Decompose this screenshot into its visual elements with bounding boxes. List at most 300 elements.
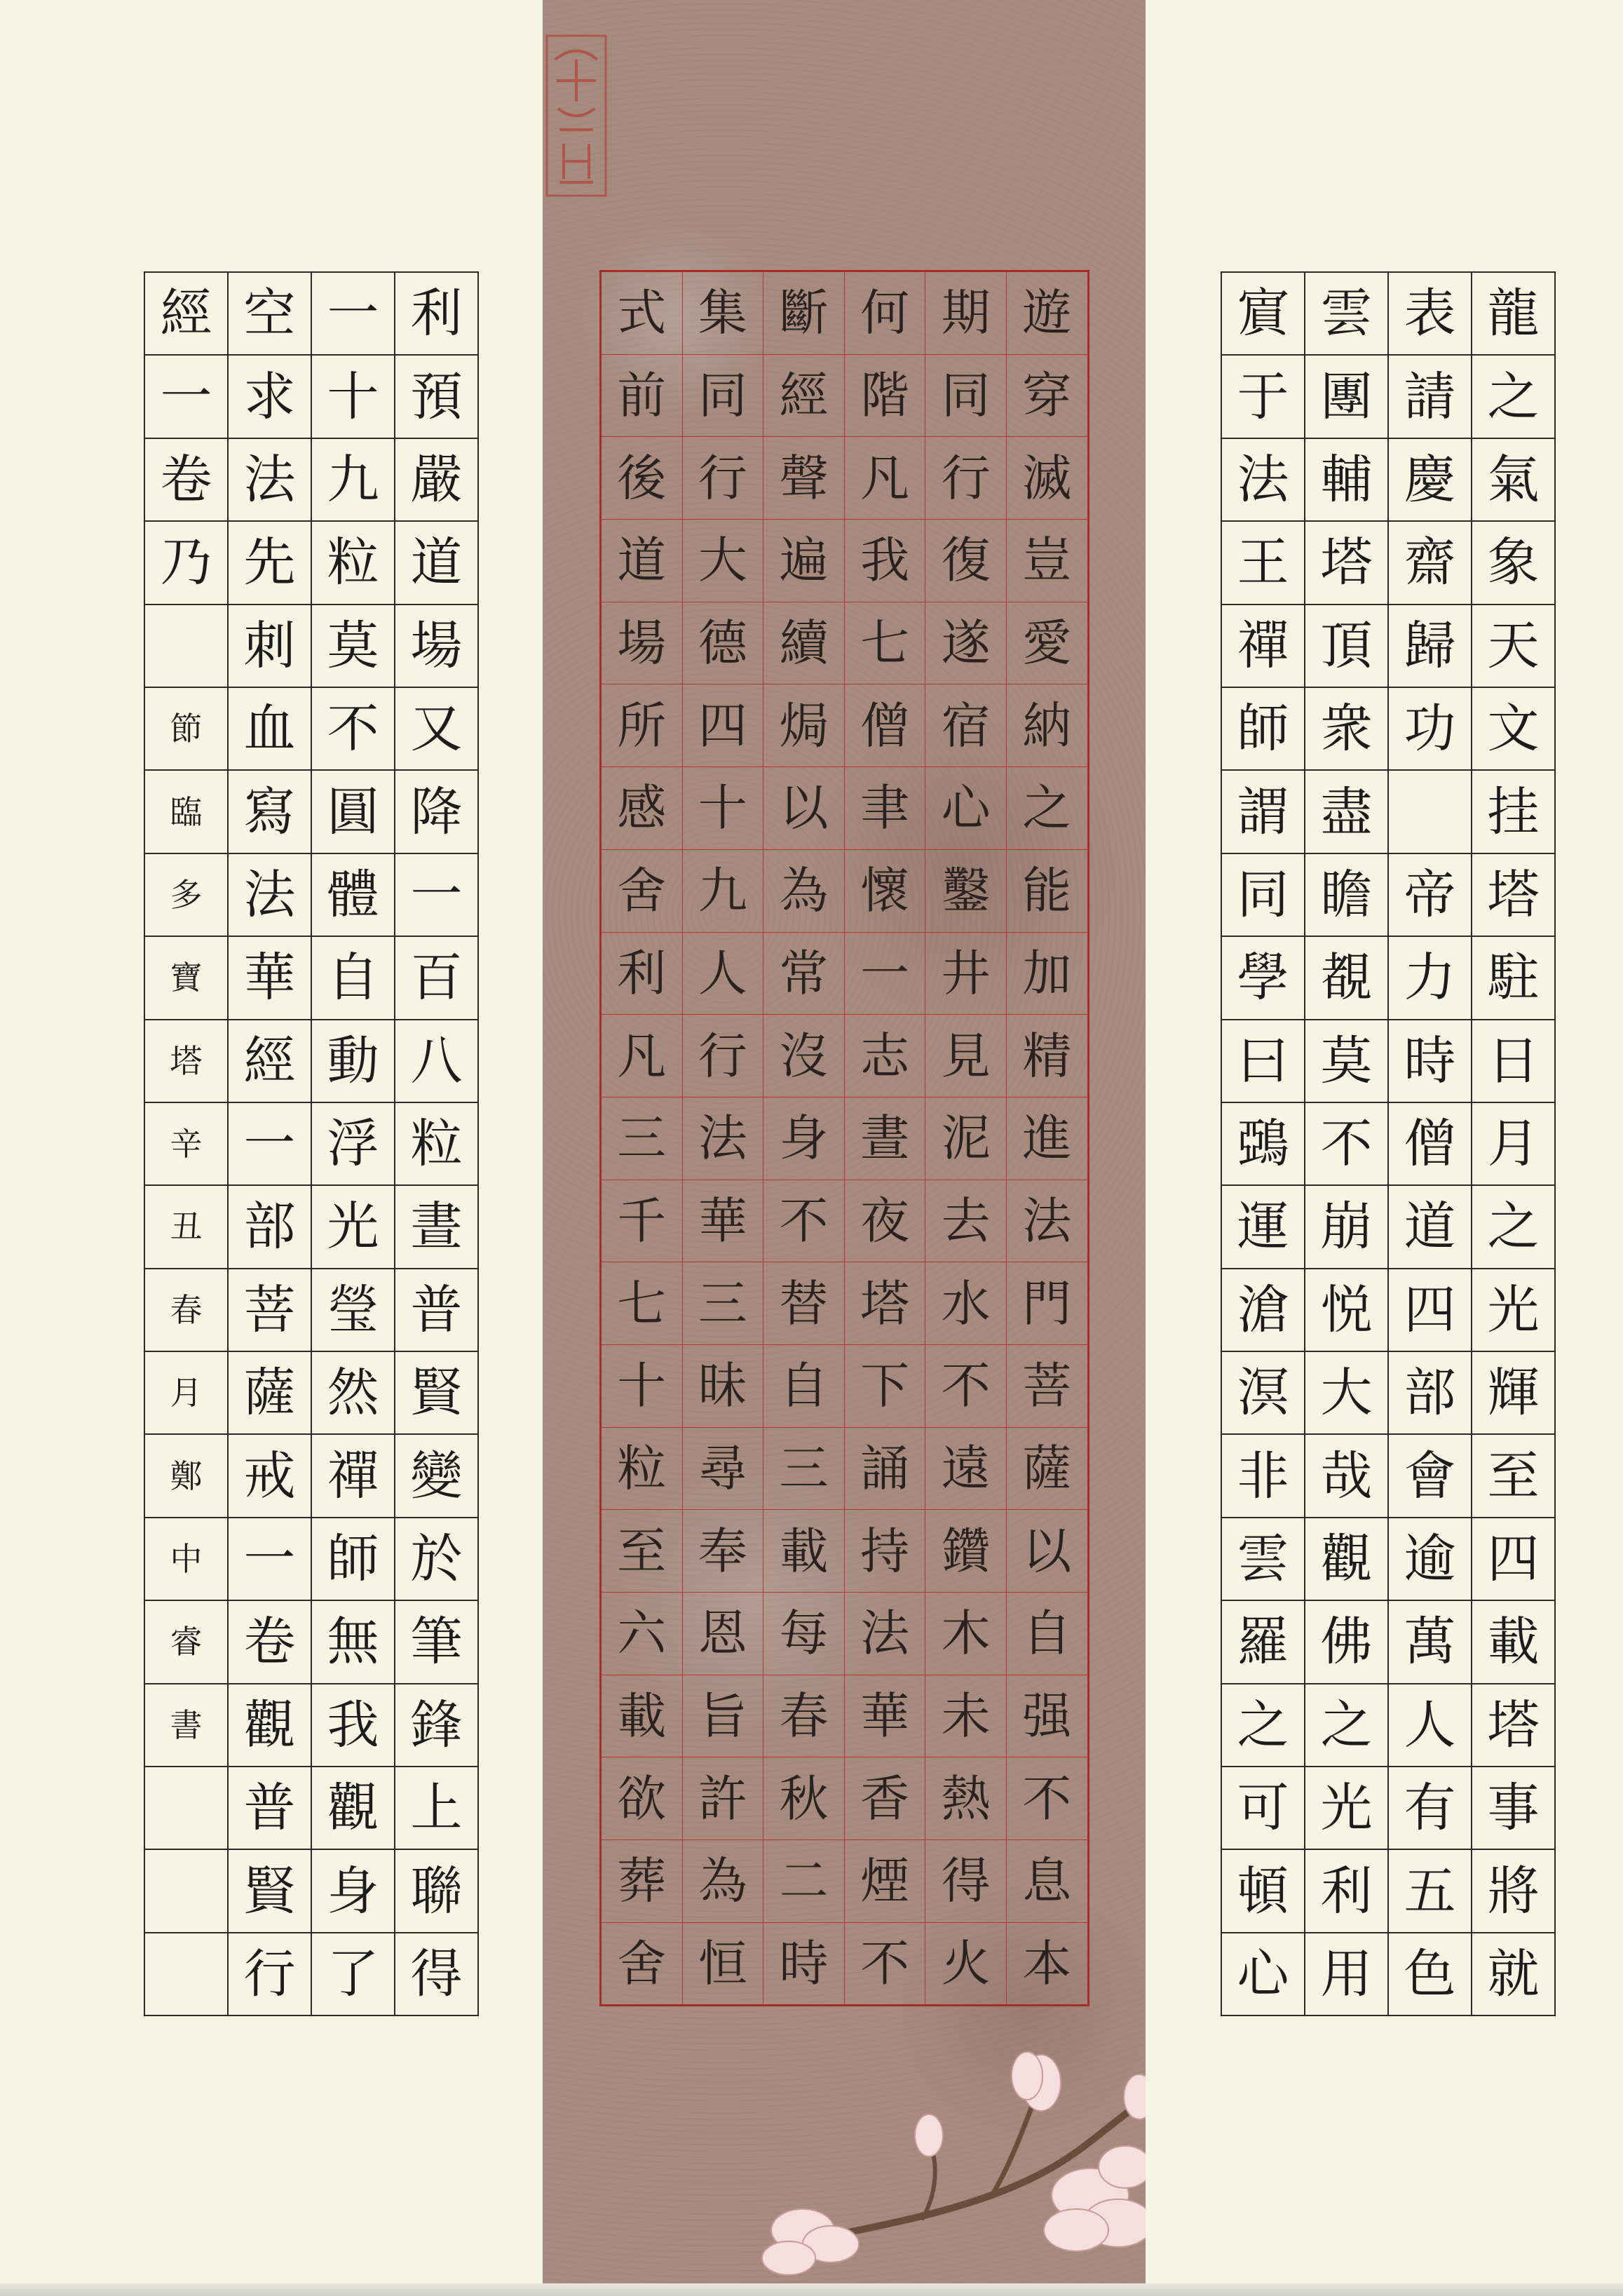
character-cell: 為 <box>763 849 845 932</box>
grid-row <box>144 936 478 1019</box>
character-cell: 載 <box>601 1675 683 1757</box>
character-cell: 鵶 <box>1221 1102 1305 1185</box>
character-cell: 至 <box>601 1510 683 1593</box>
character-cell: 王 <box>1221 521 1305 604</box>
character-cell: 式 <box>601 271 683 355</box>
character-cell: 菩 <box>228 1269 311 1351</box>
character-cell: 德 <box>682 602 763 684</box>
character-cell: 自 <box>1006 1593 1088 1675</box>
character-cell: 道 <box>601 520 683 602</box>
character-cell: 一 <box>311 272 395 355</box>
character-cell: 薩 <box>228 1351 311 1434</box>
character-cell: 志 <box>844 1015 925 1098</box>
character-cell: 大 <box>1305 1351 1388 1434</box>
character-cell: 月 <box>1472 1102 1555 1185</box>
character-cell: 舍 <box>601 849 683 932</box>
grid-row <box>1221 1434 1555 1517</box>
character-cell: 慶 <box>1388 438 1472 521</box>
character-cell: 羅 <box>1221 1600 1305 1683</box>
seal-stamp <box>543 32 610 200</box>
character-cell: 秋 <box>763 1757 845 1840</box>
character-cell: 經 <box>228 1020 311 1102</box>
grid-row <box>601 437 1089 520</box>
character-cell: 階 <box>844 354 925 437</box>
grid-row <box>1221 1600 1555 1683</box>
character-cell: 恒 <box>682 1922 763 2006</box>
character-cell: 息 <box>1006 1840 1088 1923</box>
character-cell: 後 <box>601 437 683 520</box>
character-cell: 一 <box>395 853 478 936</box>
grid-row <box>144 1434 478 1517</box>
character-cell: 七 <box>601 1262 683 1345</box>
character-cell: 光 <box>1472 1269 1555 1351</box>
character-cell: 不 <box>1006 1757 1088 1840</box>
grid-row <box>144 1518 478 1600</box>
character-cell: 力 <box>1388 936 1472 1019</box>
grid-row <box>144 605 478 687</box>
character-cell: 之 <box>1472 1185 1555 1268</box>
grid-row <box>144 853 478 936</box>
character-cell: 凡 <box>601 1015 683 1098</box>
character-cell: 不 <box>925 1344 1007 1427</box>
character-cell: 可 <box>1221 1767 1305 1849</box>
character-cell: 同 <box>1221 853 1305 936</box>
character-cell: 時 <box>763 1922 845 2006</box>
grid-row <box>601 1427 1089 1510</box>
character-cell: 聯 <box>395 1849 478 1932</box>
character-cell: 千 <box>601 1180 683 1262</box>
character-cell: 雲 <box>1221 1518 1305 1600</box>
character-cell: 利 <box>601 932 683 1015</box>
character-cell: 道 <box>1388 1185 1472 1268</box>
character-cell: 期 <box>925 271 1007 355</box>
character-cell: 三 <box>763 1427 845 1510</box>
character-cell: 塔 <box>1305 521 1388 604</box>
grid-row <box>601 1015 1089 1098</box>
character-cell: 血 <box>228 687 311 770</box>
character-cell: 禪 <box>311 1434 395 1517</box>
character-cell: 上 <box>395 1767 478 1849</box>
grid-row <box>601 354 1089 437</box>
character-cell: 凡 <box>844 437 925 520</box>
character-cell: 學 <box>1221 936 1305 1019</box>
character-cell: 一 <box>228 1518 311 1600</box>
character-cell: 熱 <box>925 1757 1007 1840</box>
grid-row <box>144 355 478 438</box>
grid-row <box>1221 1351 1555 1434</box>
character-cell: 十 <box>311 355 395 438</box>
grid-row <box>144 1767 478 1849</box>
grid-row <box>144 1933 478 2015</box>
character-cell: 旨 <box>682 1675 763 1757</box>
character-cell: 九 <box>682 849 763 932</box>
character-cell: 賔 <box>1221 272 1305 355</box>
character-cell: 聲 <box>763 437 845 520</box>
grid-row <box>601 1593 1089 1675</box>
character-cell: 鑿 <box>925 849 1007 932</box>
character-cell: 圓 <box>311 770 395 853</box>
character-cell: 同 <box>682 354 763 437</box>
character-cell: 團 <box>1305 355 1388 438</box>
character-cell: 我 <box>311 1684 395 1767</box>
character-cell <box>144 1933 228 2015</box>
character-cell: 師 <box>311 1518 395 1600</box>
character-cell <box>1388 770 1472 853</box>
center-calligraphy-grid <box>599 270 1089 2006</box>
character-cell: 三 <box>682 1262 763 1345</box>
character-cell: 觀 <box>311 1767 395 1849</box>
character-cell: 部 <box>228 1185 311 1268</box>
grid-row <box>1221 1102 1555 1185</box>
character-cell: 華 <box>682 1180 763 1262</box>
character-cell: 卷 <box>144 438 228 521</box>
character-cell: 一 <box>228 1102 311 1185</box>
character-cell: 于 <box>1221 355 1305 438</box>
character-cell: 戒 <box>228 1434 311 1517</box>
grid-row <box>1221 1684 1555 1767</box>
character-cell: 師 <box>1221 687 1305 770</box>
grid-row <box>601 520 1089 602</box>
character-cell: 瞻 <box>1305 853 1388 936</box>
character-cell: 感 <box>601 767 683 850</box>
character-cell: 衆 <box>1305 687 1388 770</box>
character-cell: 香 <box>844 1757 925 1840</box>
character-cell: 場 <box>395 605 478 687</box>
character-cell: 丑 <box>144 1185 228 1268</box>
character-cell: 先 <box>228 521 311 604</box>
character-cell: 求 <box>228 355 311 438</box>
character-cell: 集 <box>682 271 763 355</box>
character-cell: 遍 <box>763 520 845 602</box>
character-cell: 欲 <box>601 1757 683 1840</box>
character-cell: 變 <box>395 1434 478 1517</box>
character-cell: 不 <box>844 1922 925 2006</box>
character-cell: 水 <box>925 1262 1007 1345</box>
character-cell: 所 <box>601 684 683 767</box>
character-cell: 聿 <box>844 767 925 850</box>
grid-row <box>601 1922 1089 2006</box>
character-cell: 舍 <box>601 1922 683 2006</box>
character-cell: 表 <box>1388 272 1472 355</box>
grid-row <box>1221 853 1555 936</box>
character-cell: 浮 <box>311 1102 395 1185</box>
grid-row <box>1221 1269 1555 1351</box>
character-cell: 駐 <box>1472 936 1555 1019</box>
character-cell: 煙 <box>844 1840 925 1923</box>
character-cell: 預 <box>395 355 478 438</box>
character-cell: 粒 <box>395 1102 478 1185</box>
character-cell: 至 <box>1472 1434 1555 1517</box>
character-cell: 遠 <box>925 1427 1007 1510</box>
character-cell: 晝 <box>844 1097 925 1180</box>
character-cell: 於 <box>395 1518 478 1600</box>
grid-row <box>601 932 1089 1015</box>
grid-row <box>601 1344 1089 1427</box>
left-calligraphy-grid <box>144 271 479 2016</box>
character-cell: 晝 <box>395 1185 478 1268</box>
character-cell: 薩 <box>1006 1427 1088 1510</box>
character-cell: 中 <box>144 1518 228 1600</box>
character-cell: 四 <box>1472 1518 1555 1600</box>
character-cell: 鑽 <box>925 1510 1007 1593</box>
character-cell: 十 <box>601 1344 683 1427</box>
grid-row <box>1221 355 1555 438</box>
grid-row <box>601 1262 1089 1345</box>
grid-row <box>1221 1185 1555 1268</box>
character-cell: 納 <box>1006 684 1088 767</box>
character-cell: 請 <box>1388 355 1472 438</box>
character-cell: 光 <box>311 1185 395 1268</box>
character-cell: 七 <box>844 602 925 684</box>
character-cell: 文 <box>1472 687 1555 770</box>
character-cell: 行 <box>682 1015 763 1098</box>
character-cell: 頓 <box>1221 1849 1305 1932</box>
magnolia-branch-decoration <box>761 2020 1146 2283</box>
character-cell: 菩 <box>1006 1344 1088 1427</box>
grid-row <box>601 767 1089 850</box>
grid-row <box>1221 438 1555 521</box>
character-cell: 卷 <box>228 1600 311 1683</box>
grid-row <box>601 271 1089 355</box>
character-cell: 法 <box>1221 438 1305 521</box>
grid-row <box>601 1510 1089 1593</box>
character-cell: 焗 <box>763 684 845 767</box>
character-cell: 悦 <box>1305 1269 1388 1351</box>
character-cell: 之 <box>1221 1684 1305 1767</box>
grid-row <box>601 1840 1089 1923</box>
character-cell: 筆 <box>395 1600 478 1683</box>
character-cell: 哉 <box>1305 1434 1388 1517</box>
character-cell: 部 <box>1388 1351 1472 1434</box>
character-cell: 禪 <box>1221 605 1305 687</box>
character-cell: 春 <box>763 1675 845 1757</box>
character-cell: 輝 <box>1472 1351 1555 1434</box>
character-cell: 僧 <box>844 684 925 767</box>
character-cell: 五 <box>1388 1849 1472 1932</box>
character-cell: 持 <box>844 1510 925 1593</box>
character-cell: 進 <box>1006 1097 1088 1180</box>
grid-row <box>144 1102 478 1185</box>
character-cell: 同 <box>925 354 1007 437</box>
grid-row <box>601 1097 1089 1180</box>
character-cell: 遂 <box>925 602 1007 684</box>
character-cell: 降 <box>395 770 478 853</box>
character-cell: 覩 <box>1305 936 1388 1019</box>
grid-row <box>144 687 478 770</box>
character-cell: 節 <box>144 687 228 770</box>
character-cell: 泥 <box>925 1097 1007 1180</box>
grid-row <box>144 770 478 853</box>
character-cell: 崩 <box>1305 1185 1388 1268</box>
character-cell: 本 <box>1006 1922 1088 2006</box>
grid-row <box>601 602 1089 684</box>
character-cell: 斷 <box>763 271 845 355</box>
character-cell: 多 <box>144 853 228 936</box>
grid-row <box>1221 936 1555 1019</box>
character-cell: 身 <box>763 1097 845 1180</box>
character-cell: 賢 <box>228 1849 311 1932</box>
character-cell: 載 <box>1472 1600 1555 1683</box>
character-cell: 强 <box>1006 1675 1088 1757</box>
grid-row <box>144 1269 478 1351</box>
character-cell: 春 <box>144 1269 228 1351</box>
character-cell: 之 <box>1006 767 1088 850</box>
grid-row <box>601 849 1089 932</box>
character-cell: 事 <box>1472 1767 1555 1849</box>
character-cell: 十 <box>682 767 763 850</box>
grid-row <box>1221 521 1555 604</box>
character-cell: 華 <box>228 936 311 1019</box>
character-cell: 龍 <box>1472 272 1555 355</box>
character-cell: 臨 <box>144 770 228 853</box>
character-cell: 利 <box>395 272 478 355</box>
character-cell: 得 <box>395 1933 478 2015</box>
character-cell: 月 <box>144 1351 228 1434</box>
character-cell: 道 <box>395 521 478 604</box>
character-cell: 大 <box>682 520 763 602</box>
character-cell: 寫 <box>228 770 311 853</box>
character-cell: 刺 <box>228 605 311 687</box>
character-cell: 加 <box>1006 932 1088 1015</box>
character-cell: 曰 <box>1221 1020 1305 1102</box>
character-cell: 華 <box>844 1675 925 1757</box>
character-cell <box>144 605 228 687</box>
character-cell: 色 <box>1388 1933 1472 2015</box>
character-cell: 下 <box>844 1344 925 1427</box>
character-cell: 豈 <box>1006 520 1088 602</box>
character-cell: 百 <box>395 936 478 1019</box>
character-cell: 帝 <box>1388 853 1472 936</box>
character-cell: 普 <box>228 1767 311 1849</box>
character-cell: 逾 <box>1388 1518 1472 1600</box>
character-cell: 鋒 <box>395 1684 478 1767</box>
character-cell: 用 <box>1305 1933 1388 2015</box>
grid-row <box>1221 605 1555 687</box>
character-cell: 火 <box>925 1922 1007 2006</box>
character-cell: 塔 <box>1472 1684 1555 1767</box>
character-cell: 書 <box>144 1684 228 1767</box>
scan-bottom-edge <box>0 2283 1623 2296</box>
character-cell: 塔 <box>1472 853 1555 936</box>
character-cell: 去 <box>925 1180 1007 1262</box>
character-cell: 心 <box>925 767 1007 850</box>
character-cell: 睿 <box>144 1600 228 1683</box>
character-cell: 二 <box>763 1840 845 1923</box>
grid-row <box>144 521 478 604</box>
character-cell: 夜 <box>844 1180 925 1262</box>
grid-row <box>144 1849 478 1932</box>
character-cell <box>144 1849 228 1932</box>
character-cell: 法 <box>1006 1180 1088 1262</box>
character-cell: 會 <box>1388 1434 1472 1517</box>
character-cell: 木 <box>925 1593 1007 1675</box>
character-cell: 見 <box>925 1015 1007 1098</box>
character-cell: 頂 <box>1305 605 1388 687</box>
character-cell: 精 <box>1006 1015 1088 1098</box>
character-cell: 辛 <box>144 1102 228 1185</box>
grid-row <box>144 272 478 355</box>
character-cell: 鄭 <box>144 1434 228 1517</box>
character-cell: 門 <box>1006 1262 1088 1345</box>
character-cell: 莫 <box>311 605 395 687</box>
character-cell: 時 <box>1388 1020 1472 1102</box>
character-cell: 恩 <box>682 1593 763 1675</box>
character-cell: 嚴 <box>395 438 478 521</box>
character-cell: 我 <box>844 520 925 602</box>
character-cell: 穿 <box>1006 354 1088 437</box>
character-cell: 就 <box>1472 1933 1555 2015</box>
character-cell: 懷 <box>844 849 925 932</box>
character-cell: 僧 <box>1388 1102 1472 1185</box>
character-cell: 瑩 <box>311 1269 395 1351</box>
character-cell: 功 <box>1388 687 1472 770</box>
character-cell: 誦 <box>844 1427 925 1510</box>
character-cell: 乃 <box>144 521 228 604</box>
character-cell: 行 <box>925 437 1007 520</box>
character-cell: 有 <box>1388 1767 1472 1849</box>
character-cell: 了 <box>311 1933 395 2015</box>
grid-row <box>1221 1933 1555 2015</box>
character-cell: 以 <box>1006 1510 1088 1593</box>
character-cell: 謂 <box>1221 770 1305 853</box>
character-cell: 雲 <box>1305 272 1388 355</box>
character-cell: 運 <box>1221 1185 1305 1268</box>
character-cell: 法 <box>228 438 311 521</box>
character-cell: 滅 <box>1006 437 1088 520</box>
right-calligraphy-grid <box>1221 271 1556 2016</box>
character-cell: 動 <box>311 1020 395 1102</box>
character-cell: 天 <box>1472 605 1555 687</box>
character-cell: 四 <box>1388 1269 1472 1351</box>
character-cell: 奉 <box>682 1510 763 1593</box>
character-cell: 輔 <box>1305 438 1388 521</box>
character-cell: 沒 <box>763 1015 845 1098</box>
character-cell: 能 <box>1006 849 1088 932</box>
grid-row <box>144 438 478 521</box>
grid-row <box>1221 687 1555 770</box>
grid-row <box>144 1185 478 1268</box>
character-cell: 非 <box>1221 1434 1305 1517</box>
grid-row <box>1221 1518 1555 1600</box>
character-cell: 載 <box>763 1510 845 1593</box>
character-cell: 九 <box>311 438 395 521</box>
character-cell: 佛 <box>1305 1600 1388 1683</box>
character-cell: 觀 <box>1305 1518 1388 1600</box>
character-cell: 寶 <box>144 936 228 1019</box>
grid-row <box>601 1675 1089 1757</box>
character-cell: 自 <box>311 936 395 1019</box>
character-cell: 又 <box>395 687 478 770</box>
character-cell: 遊 <box>1006 271 1088 355</box>
character-cell: 心 <box>1221 1933 1305 2015</box>
character-cell: 尋 <box>682 1427 763 1510</box>
character-cell: 體 <box>311 853 395 936</box>
character-cell: 人 <box>682 932 763 1015</box>
character-cell: 將 <box>1472 1849 1555 1932</box>
character-cell: 歸 <box>1388 605 1472 687</box>
character-cell: 粒 <box>601 1427 683 1510</box>
character-cell: 每 <box>763 1593 845 1675</box>
grid-row <box>1221 272 1555 355</box>
character-cell: 塔 <box>144 1020 228 1102</box>
character-cell: 人 <box>1388 1684 1472 1767</box>
character-cell: 一 <box>144 355 228 438</box>
character-cell: 然 <box>311 1351 395 1434</box>
character-cell: 普 <box>395 1269 478 1351</box>
grid-row <box>144 1351 478 1434</box>
character-cell: 為 <box>682 1840 763 1923</box>
grid-row <box>601 1180 1089 1262</box>
